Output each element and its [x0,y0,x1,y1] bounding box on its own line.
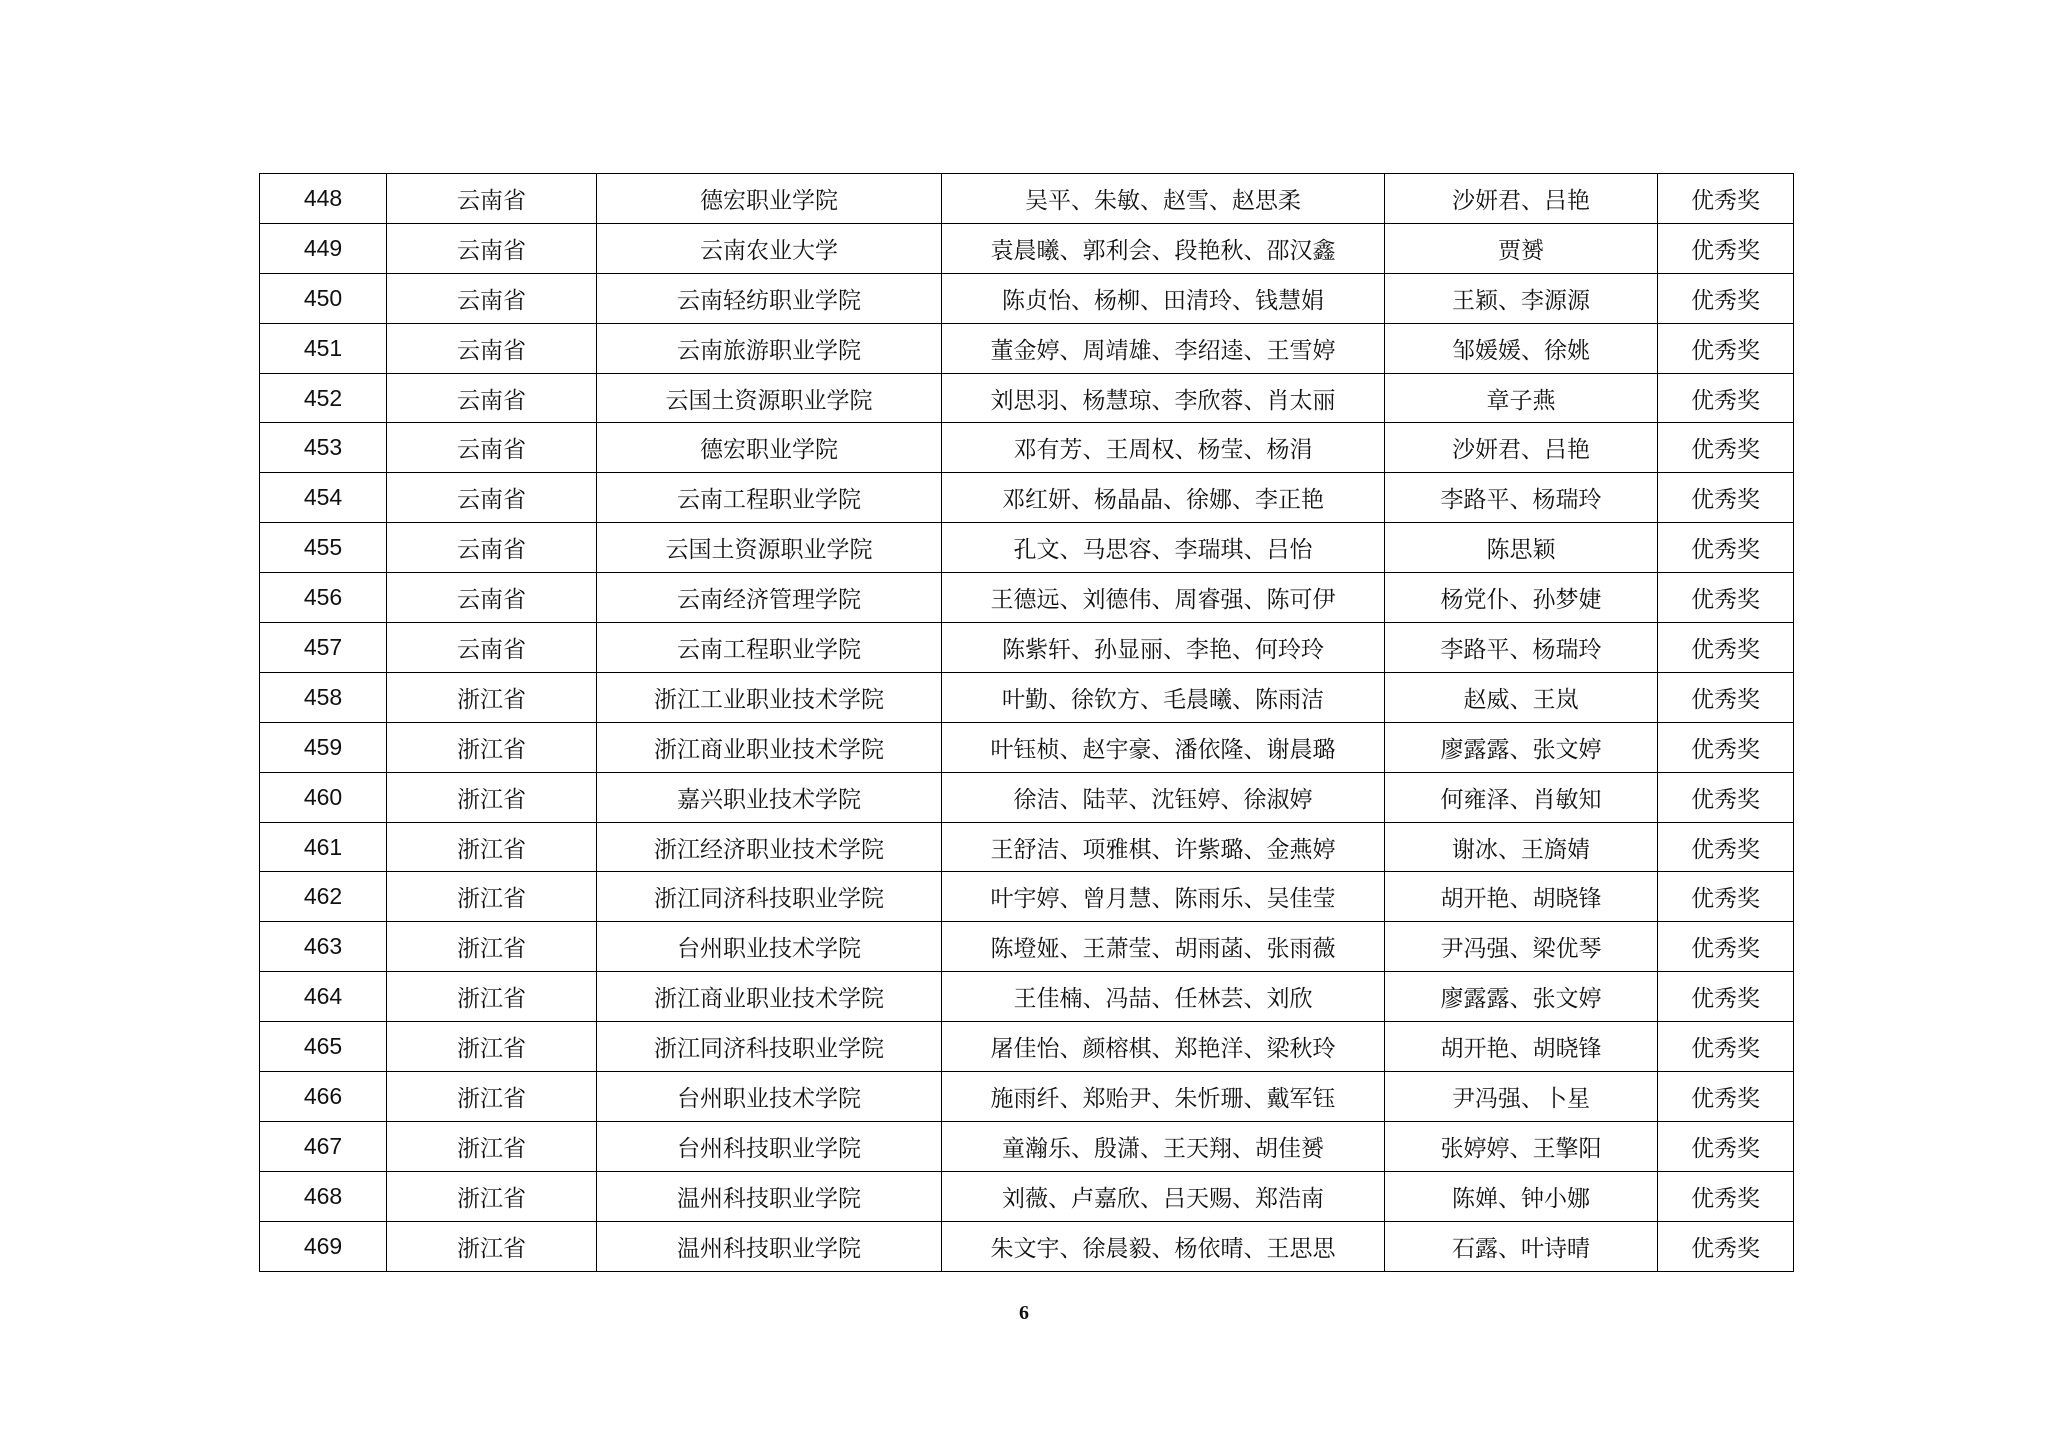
cell-award: 优秀奖 [1658,1072,1794,1122]
cell-award: 优秀奖 [1658,1022,1794,1072]
cell-teachers: 谢冰、王旖婧 [1385,822,1658,872]
cell-award: 优秀奖 [1658,672,1794,722]
cell-number: 459 [260,722,387,772]
cell-students: 王德远、刘德伟、周睿强、陈可伊 [942,573,1385,623]
cell-school: 台州科技职业学院 [597,1121,942,1171]
cell-award: 优秀奖 [1658,822,1794,872]
cell-teachers: 杨党仆、孙梦婕 [1385,573,1658,623]
cell-teachers: 胡开艳、胡晓锋 [1385,872,1658,922]
cell-school: 浙江商业职业技术学院 [597,722,942,772]
cell-students: 王舒洁、项雅棋、许紫璐、金燕婷 [942,822,1385,872]
cell-province: 云南省 [387,323,597,373]
cell-students: 王佳楠、冯喆、任林芸、刘欣 [942,972,1385,1022]
cell-award: 优秀奖 [1658,523,1794,573]
cell-province: 浙江省 [387,1221,597,1271]
cell-province: 云南省 [387,523,597,573]
cell-number: 464 [260,972,387,1022]
table-row [260,473,1794,523]
cell-teachers: 王颖、李源源 [1385,273,1658,323]
cell-teachers: 石露、叶诗晴 [1385,1221,1658,1271]
table-row [260,872,1794,922]
cell-province: 云南省 [387,223,597,273]
cell-number: 468 [260,1171,387,1221]
cell-award: 优秀奖 [1658,273,1794,323]
cell-school: 云南旅游职业学院 [597,323,942,373]
cell-province: 浙江省 [387,772,597,822]
cell-students: 童瀚乐、殷潇、王天翔、胡佳赟 [942,1121,1385,1171]
cell-school: 台州职业技术学院 [597,922,942,972]
cell-number: 466 [260,1072,387,1122]
cell-school: 云国土资源职业学院 [597,523,942,573]
cell-school: 浙江同济科技职业学院 [597,1022,942,1072]
cell-students: 董金婷、周靖雄、李绍逵、王雪婷 [942,323,1385,373]
table-row [260,722,1794,772]
cell-students: 屠佳怡、颜榕棋、郑艳洋、梁秋玲 [942,1022,1385,1072]
cell-school: 云南工程职业学院 [597,623,942,673]
table-row [260,1072,1794,1122]
table-row [260,323,1794,373]
cell-number: 453 [260,423,387,473]
table-row [260,1022,1794,1072]
cell-number: 457 [260,623,387,673]
cell-school: 嘉兴职业技术学院 [597,772,942,822]
cell-number: 455 [260,523,387,573]
cell-students: 叶宇婷、曾月慧、陈雨乐、吴佳莹 [942,872,1385,922]
cell-award: 优秀奖 [1658,323,1794,373]
cell-number: 469 [260,1221,387,1271]
award-table [259,173,1794,1272]
cell-students: 孔文、马思容、李瑞琪、吕怡 [942,523,1385,573]
cell-province: 浙江省 [387,1072,597,1122]
cell-award: 优秀奖 [1658,1171,1794,1221]
cell-students: 朱文宇、徐晨毅、杨依晴、王思思 [942,1221,1385,1271]
cell-teachers: 尹冯强、卜星 [1385,1072,1658,1122]
cell-teachers: 何雍泽、肖敏知 [1385,772,1658,822]
table-row [260,822,1794,872]
table-row [260,273,1794,323]
cell-school: 浙江商业职业技术学院 [597,972,942,1022]
table-row [260,423,1794,473]
award-table-body [260,174,1794,1272]
table-row [260,922,1794,972]
cell-number: 449 [260,223,387,273]
cell-teachers: 沙妍君、吕艳 [1385,423,1658,473]
cell-award: 优秀奖 [1658,1121,1794,1171]
table-row [260,223,1794,273]
cell-award: 优秀奖 [1658,1221,1794,1271]
cell-award: 优秀奖 [1658,872,1794,922]
cell-number: 454 [260,473,387,523]
cell-teachers: 贾赟 [1385,223,1658,273]
cell-students: 叶钰桢、赵宇豪、潘依隆、谢晨璐 [942,722,1385,772]
cell-award: 优秀奖 [1658,423,1794,473]
cell-number: 467 [260,1121,387,1171]
table-row [260,523,1794,573]
table-row [260,174,1794,224]
cell-number: 451 [260,323,387,373]
table-row [260,672,1794,722]
cell-teachers: 沙妍君、吕艳 [1385,174,1658,224]
table-row [260,772,1794,822]
cell-award: 优秀奖 [1658,772,1794,822]
cell-teachers: 邹媛媛、徐姚 [1385,323,1658,373]
cell-province: 浙江省 [387,1171,597,1221]
cell-students: 邓红妍、杨晶晶、徐娜、李正艳 [942,473,1385,523]
cell-teachers: 张婷婷、王擎阳 [1385,1121,1658,1171]
cell-award: 优秀奖 [1658,373,1794,423]
cell-number: 456 [260,573,387,623]
cell-number: 460 [260,772,387,822]
cell-students: 陈墱娅、王萧莹、胡雨菡、张雨薇 [942,922,1385,972]
cell-school: 德宏职业学院 [597,174,942,224]
cell-number: 448 [260,174,387,224]
cell-teachers: 尹冯强、梁优琴 [1385,922,1658,972]
table-row [260,1121,1794,1171]
cell-school: 浙江同济科技职业学院 [597,872,942,922]
cell-students: 吴平、朱敏、赵雪、赵思柔 [942,174,1385,224]
cell-students: 陈紫轩、孙显丽、李艳、何玲玲 [942,623,1385,673]
cell-number: 450 [260,273,387,323]
cell-students: 徐洁、陆苹、沈钰婷、徐淑婷 [942,772,1385,822]
table-row [260,1171,1794,1221]
table-row [260,1221,1794,1271]
cell-province: 浙江省 [387,672,597,722]
cell-students: 邓有芳、王周权、杨莹、杨涓 [942,423,1385,473]
cell-teachers: 廖露露、张文婷 [1385,722,1658,772]
cell-school: 温州科技职业学院 [597,1221,942,1271]
cell-award: 优秀奖 [1658,972,1794,1022]
cell-teachers: 章子燕 [1385,373,1658,423]
cell-students: 刘思羽、杨慧琼、李欣蓉、肖太丽 [942,373,1385,423]
cell-province: 浙江省 [387,872,597,922]
table-row [260,972,1794,1022]
cell-teachers: 廖露露、张文婷 [1385,972,1658,1022]
cell-province: 浙江省 [387,722,597,772]
cell-province: 云南省 [387,573,597,623]
cell-number: 461 [260,822,387,872]
cell-number: 458 [260,672,387,722]
cell-award: 优秀奖 [1658,473,1794,523]
cell-teachers: 赵威、王岚 [1385,672,1658,722]
cell-province: 云南省 [387,174,597,224]
cell-students: 陈贞怡、杨柳、田清玲、钱慧娟 [942,273,1385,323]
cell-province: 云南省 [387,623,597,673]
table-row [260,573,1794,623]
cell-students: 施雨纤、郑贻尹、朱忻珊、戴军钰 [942,1072,1385,1122]
table-row [260,373,1794,423]
page-number: 6 [1019,1302,1029,1324]
cell-award: 优秀奖 [1658,722,1794,772]
cell-school: 云南轻纺职业学院 [597,273,942,323]
cell-province: 浙江省 [387,922,597,972]
cell-number: 463 [260,922,387,972]
cell-teachers: 陈思颖 [1385,523,1658,573]
cell-number: 465 [260,1022,387,1072]
cell-award: 优秀奖 [1658,573,1794,623]
cell-number: 452 [260,373,387,423]
cell-school: 温州科技职业学院 [597,1171,942,1221]
cell-school: 云国土资源职业学院 [597,373,942,423]
cell-school: 云南经济管理学院 [597,573,942,623]
cell-province: 云南省 [387,423,597,473]
cell-number: 462 [260,872,387,922]
cell-award: 优秀奖 [1658,623,1794,673]
cell-award: 优秀奖 [1658,922,1794,972]
cell-teachers: 李路平、杨瑞玲 [1385,623,1658,673]
cell-students: 刘薇、卢嘉欣、吕天赐、郑浩南 [942,1171,1385,1221]
cell-province: 浙江省 [387,1121,597,1171]
cell-school: 浙江工业职业技术学院 [597,672,942,722]
cell-school: 浙江经济职业技术学院 [597,822,942,872]
cell-school: 台州职业技术学院 [597,1072,942,1122]
cell-province: 云南省 [387,473,597,523]
cell-students: 叶勤、徐钦方、毛晨曦、陈雨洁 [942,672,1385,722]
cell-school: 云南工程职业学院 [597,473,942,523]
cell-province: 云南省 [387,373,597,423]
table-row [260,623,1794,673]
cell-teachers: 李路平、杨瑞玲 [1385,473,1658,523]
cell-teachers: 胡开艳、胡晓锋 [1385,1022,1658,1072]
cell-school: 云南农业大学 [597,223,942,273]
cell-province: 浙江省 [387,972,597,1022]
cell-province: 云南省 [387,273,597,323]
cell-province: 浙江省 [387,1022,597,1072]
cell-school: 德宏职业学院 [597,423,942,473]
cell-award: 优秀奖 [1658,223,1794,273]
cell-province: 浙江省 [387,822,597,872]
cell-award: 优秀奖 [1658,174,1794,224]
cell-teachers: 陈婵、钟小娜 [1385,1171,1658,1221]
cell-students: 袁晨曦、郭利会、段艳秋、邵汉鑫 [942,223,1385,273]
